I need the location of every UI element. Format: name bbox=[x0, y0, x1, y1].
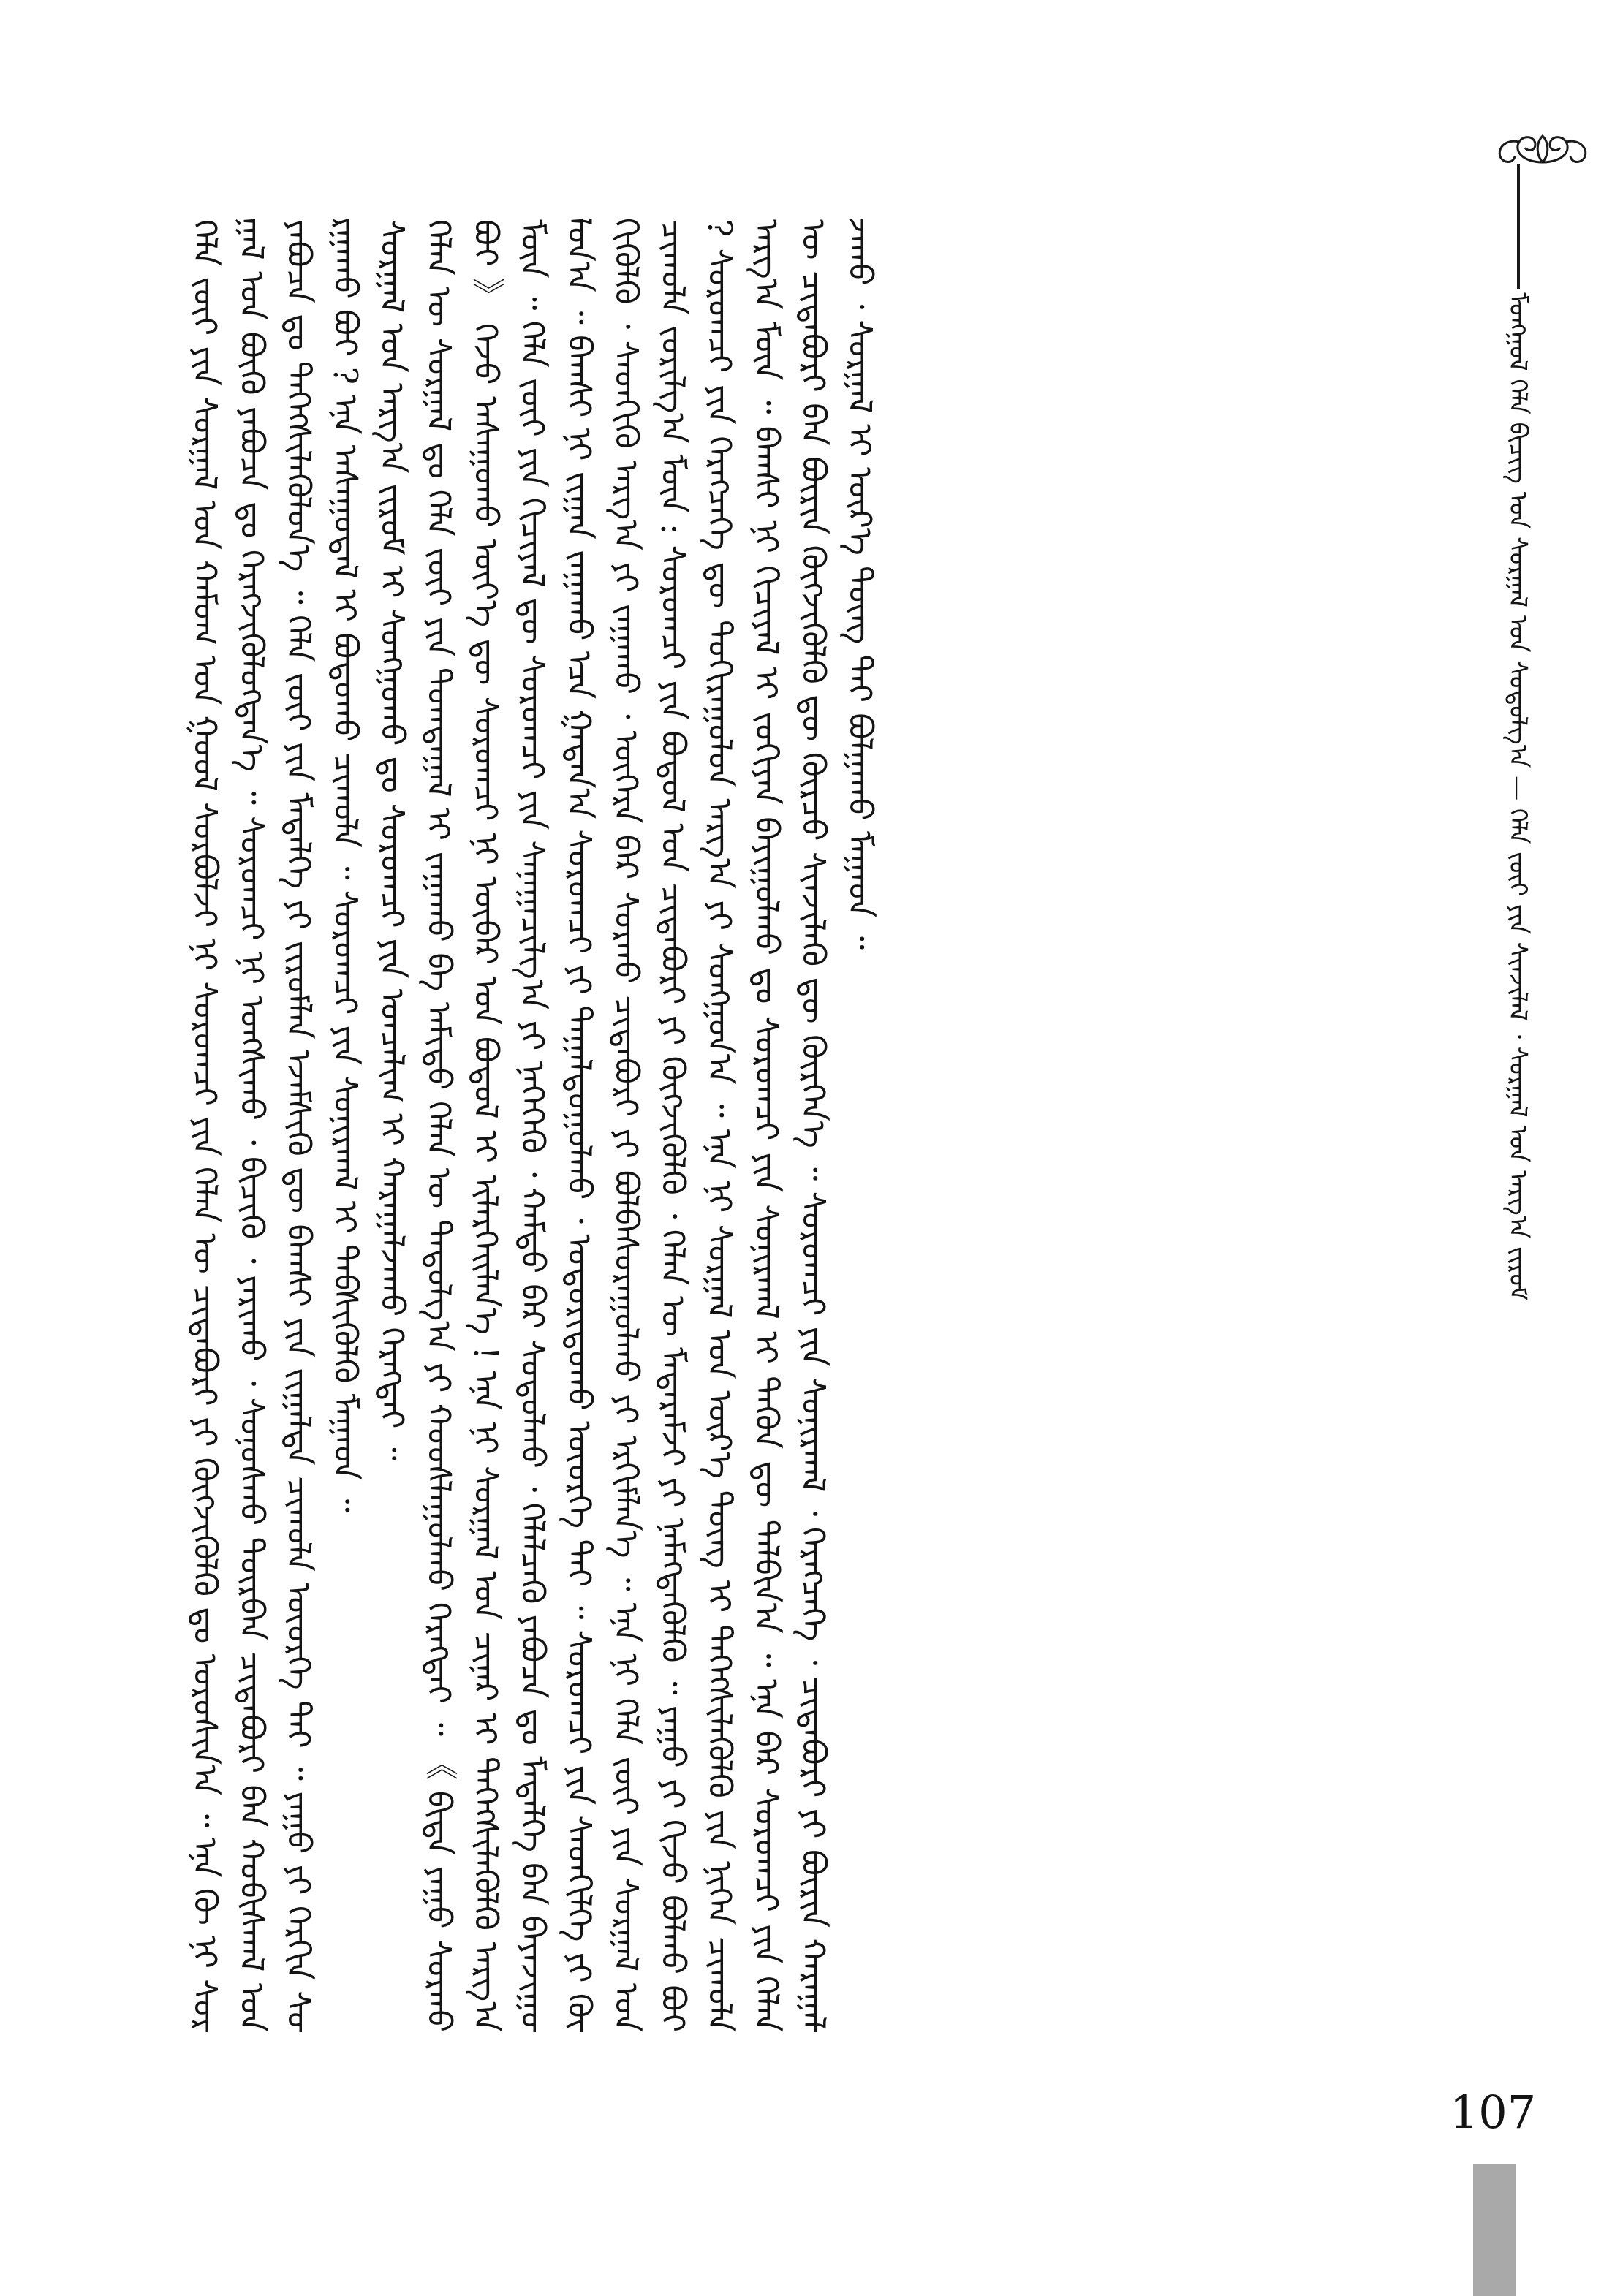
page-edge-tab bbox=[1473, 2164, 1516, 2296]
paragraph: ᠬᠡᠯᠡ ᠵᠦᠢ ᠶᠢᠨ ᠰᠤᠷᠭᠠᠯ ᠤᠨ ᠬᠠᠮᠤᠭ ᠤᠨ ᠭᠤᠤᠯ ᠰᠤᠷᠪᠤᠯᠵᠢ ᠨᠢ ᠰᠤᠷᠤᠭᠴᠢ ᠶᠢᠨ ᠬᠡᠯᠡᠨ ᠦ ᠴᠢᠳᠠᠪᠤᠷᠢ ᠶᠢ ᠬᠥᠭᠵᠢᠭᠦᠯᠬᠦ ᠳᠤ ᠣᠷᠤᠰᠢᠨ᠎ᠠ ᠃ ᠡᠨᠡ ᠬᠦ ᠨᠢ ᠰᠤᠷᠭᠠᠯ ᠤᠨ ᠪᠦᠬᠦ ᠶᠠᠪᠤᠴᠠ ᠳᠤ ᠬᠡᠷᠡᠭᠵᠢᠭᠦᠯᠦᠭᠳᠡᠨ᠎ᠡ ᠃ ᠰᠤᠷᠤᠭᠴᠢ ᠨᠢ ᠤᠩᠰᠢᠬᠤ ᠂ ᠪᠢᠴᠢᠬᠦ ᠂ ᠶᠠᠷᠢᠬᠤ ᠂ ᠰᠣᠨᠣᠰᠬᠤ ᠳᠦᠷᠪᠡᠨ ᠴᠢᠳᠠᠪᠤᠷᠢ ᠪᠠᠨ ᠬᠤᠪᠢᠰᠬᠠᠯ ᠤᠨ ᠶᠠᠪᠤᠴᠠ ᠳᠤ ᠳᠡᠭᠡᠭᠰᠢᠯᠡᠭᠦᠯᠦᠨ᠎ᠡ ᠃ ᠬᠡᠯᠡ ᠵᠦᠢ ᠶᠢᠨ ᠮᠡᠳᠡᠯᠭᠡ ᠶᠢ ᠵᠢᠷᠤᠮᠯᠠᠨ ᠡᠵᠡᠮᠰᠢᠬᠦ ᠳᠦ ᠪᠠᠭᠰᠢ ᠶᠢᠨ ᠵᠢᠭᠠᠯᠳᠠ ᠴᠢᠬᠤᠯᠠ ᠦᠦᠷᠭᠡ ᠲᠡᠢ ᠃ ᠶᠠᠭᠤ ᠶᠢ ᠬᠡᠷᠬᠢᠨ ᠰᠤᠷᠭᠠᠬᠤ ᠪᠤᠢ ? ᠡᠨᠡ ᠠᠰᠠᠭᠤᠳᠠᠯ ᠢ ᠪᠣᠳᠣᠬᠤ ᠴᠢᠬᠤᠯᠠ ᠃ ᠰᠤᠷᠤᠭᠴᠢ ᠶᠢᠨ ᠰᠣᠨᠢᠷᠬᠠᠯ ᠢ ᠳᠡᠪᠰᠢᠭᠦᠯᠬᠦ ᠮᠠᠭᠠᠳ ᠃ bbox=[186, 219, 365, 2032]
header-ornament-icon bbox=[1484, 110, 1601, 190]
body-text bbox=[181, 219, 1424, 2032]
running-head: ᠮᠣᠩᠭᠣᠯ ᠬᠡᠯᠡ ᠪᠢᠴᠢᠭ᠌ ᠤᠨ ᠰᠤᠷᠭᠠᠯ ᠤᠨ ᠰᠤᠳᠤᠯᠭ᠎ᠠ — ᠬᠡᠯᠡ ᠵᠦᠢ ᠶᠢᠨ ᠰᠢᠨᠵᠢᠯᠡᠯ ᠂ ᠰᠤᠷᠭᠠᠯ ᠤᠨ ᠠᠷᠭ᠎ᠠ ᠵᠢᠷᠤᠮ bbox=[1503, 292, 1532, 1300]
paragraph: ᠰᠤᠷᠭᠠᠯ ᠤᠨ ᠠᠷᠭ᠎ᠠ ᠵᠢᠷᠤᠮ ᠢ ᠰᠣᠩᠭᠤᠬᠤ ᠳᠤ ᠰᠤᠷᠤᠭᠴᠢ ᠶᠢᠨ ᠣᠨᠴᠠᠯᠢᠭ ᠢ ᠬᠠᠷᠠᠭᠠᠯᠵᠠᠬᠤ ᠬᠡᠷᠡᠭᠲᠡᠢ ᠃ bbox=[373, 219, 412, 1461]
paragraph: ᠬᠡᠯᠡᠨ ᠦ ᠰᠤᠷᠭᠠᠯ ᠳᠤ ᠬᠡᠯᠡ ᠵᠦᠢ ᠶᠢᠨ ᠲᠣᠭᠲᠠᠭᠠᠯ ᠢ ᠵᠠᠭᠠᠬᠤ ᠪᠠ ᠠᠮᠢᠳᠤ ᠬᠡᠯᠡᠨ ᠦ ᠳᠠᠳᠤᠯᠭ᠎ᠠ ᠶᠢ ᠬᠣᠣᠰᠯᠠᠭᠤᠯᠬᠤ ᠬᠡᠷᠡᠭᠲᠡᠢ ᠃ 《 ᠪᠢᠳᠡ ᠶᠠᠭᠤ ᠰᠤᠷᠬᠤ ᠪᠤᠢ 》 ᠭᠡᠵᠦ ᠠᠰᠠᠭᠤᠬᠤ ᠦᠶ᠎ᠡ ᠳᠦ ᠰᠤᠷᠤᠭᠴᠢ ᠨᠢ ᠥᠪᠡᠷ ᠤᠨ ᠪᠣᠳᠤᠯ ᠢ ᠢᠯᠡᠷᠬᠡᠢᠯᠡᠨ᠎ᠡ ! ᠡᠨᠡ ᠨᠢ ᠰᠤᠷᠭᠠᠯ ᠤᠨ ᠴᠢᠨᠠᠷ ᠢ ᠳᠡᠭᠡᠭᠰᠢᠯᠡᠭᠦᠯᠬᠦ ᠠᠷᠭ᠎ᠠ ᠮᠦᠨ ᠃ ᠬᠡᠯᠡ ᠵᠦᠢ ᠶᠢᠨ ᠬᠢᠴᠢᠶᠡᠯ ᠳᠦ ᠰᠤᠷᠤᠭᠴᠢ ᠶᠢᠨ ᠰᠠᠨᠠᠭᠠᠴᠢᠯᠭ᠎ᠠ ᠶᠢ ᠨᠡᠭᠡᠭᠡᠬᠦ ᠂ ᠬᠠᠮᠲᠤ ᠪᠡᠷ ᠰᠤᠳᠤᠯᠬᠤ ᠂ ᠬᠡᠯᠡᠯᠴᠡᠬᠦ ᠶᠠᠪᠤᠴᠠ ᠳᠤ ᠮᠡᠳᠡᠯᠭᠡ ᠪᠠᠨ ᠪᠠᠶᠠᠵᠢᠭᠤᠯᠤᠨ᠎ᠠ ᠃ ᠪᠠᠭᠰᠢ ᠨᠢ ᠵᠢᠭᠠᠨ ᠵᠠᠭᠠᠬᠤ ᠡᠴᠡ ᠭᠠᠳᠠᠨ᠎ᠠ ᠰᠤᠷᠤᠭᠴᠢ ᠶᠢ ᠳᠠᠭᠠᠯᠳᠤᠭᠤᠯᠬᠤ ᠂ ᠤᠳᠤᠷᠢᠳᠤᠬᠤ ᠦᠦᠷᠭᠡ ᠲᠡᠢ ᠃ ᠰᠤᠷᠤᠭᠴᠢ ᠶᠢᠨ ᠰᠡᠳᠬᠢᠯᠭᠡ ᠶᠢ ᠬᠥᠬᠢᠭᠦᠯᠬᠦ ᠂ ᠰᠡᠳᠬᠢᠬᠦ ᠠᠷᠭ᠎ᠠ ᠶᠢ ᠵᠠᠭᠠᠬᠤ ᠂ ᠥᠭᠡᠷᠡ ᠪᠠᠷ ᠰᠤᠷᠬᠤ ᠴᠢᠳᠠᠪᠤᠷᠢ ᠶᠢ ᠪᠣᠯᠪᠠᠰᠤᠷᠠᠭᠤᠯᠬᠤ ᠶᠢ ᠡᠷᠬᠢᠮᠯᠡᠨ᠎ᠡ ᠃ ᠡᠨᠡ ᠨᠢ ᠬᠡᠯᠡ ᠵᠦᠢ ᠶᠢᠨ ᠰᠤᠷᠭᠠᠯ ᠤᠨ ᠴᠢᠬᠤᠯᠠ ᠵᠣᠷᠢᠯᠭ᠎ᠠ ᠮᠥᠨ : ᠰᠤᠷᠤᠭᠴᠢ ᠶᠢᠨ ᠪᠣᠳᠤᠯ ᠤᠨ ᠴᠢᠳᠠᠪᠤᠷᠢ ᠶᠢ ᠬᠥᠭᠵᠢᠭᠦᠯᠬᠦ ᠂ ᠬᠡᠯᠡᠨ ᠦ ᠮᠡᠳᠡᠷᠡᠮᠵᠢ ᠶᠢ ᠨᠡᠮᠡᠭᠳᠡᠭᠦᠯᠬᠦ ᠃ ᠶᠠᠭᠤ ᠶᠢ ᠬᠢᠵᠦ ᠪᠣᠯᠬᠤ ᠪᠤᠢ ? ᠰᠤᠷᠤᠭᠴᠢ ᠶᠢᠨ ᠬᠡᠷᠡᠭᠴᠡᠭᠡ ᠳᠦ ᠲᠣᠬᠢᠷᠠᠭᠤᠯᠤᠨ ᠠᠷᠭ᠎ᠠ ᠶᠢ ᠰᠣᠩᠭᠤᠨ᠎ᠠ ᠃ ᠡᠨᠡ ᠨᠢ ᠰᠤᠷᠭᠠᠯ ᠤᠨ ᠦᠷ᠎ᠡ ᠳᠦᠩ ᠢ ᠳᠡᠭᠡᠭᠰᠢᠯᠡᠭᠦᠯᠬᠦ ᠶᠢᠨ ᠨᠢᠭᠡᠨ ᠴᠢᠬᠤᠯᠠ ᠠᠷᠭ᠎ᠠ ᠮᠥᠨ ᠃ ᠪᠠᠭᠰᠢ ᠨᠢ ᠬᠢᠴᠢᠶᠡᠯ ᠢ ᠵᠣᠬᠢᠶᠠᠨ ᠪᠠᠶᠢᠭᠤᠯᠬᠤ ᠳᠤ ᠰᠤᠷᠤᠭᠴᠢ ᠶᠢᠨ ᠰᠣᠨᠢᠷᠬᠠᠯ ᠢ ᠲᠡᠭᠦᠨ ᠳᠦ ᠲᠠᠯᠪᠢᠨ᠎ᠠ ᠃ ᠡᠨᠡ ᠪᠡᠷ ᠰᠤᠷᠤᠭᠴᠢ ᠶᠢᠨ ᠬᠡᠯᠡᠨ ᠦ ᠴᠢᠳᠠᠪᠤᠷᠢ ᠪᠠᠨ ᠪᠦᠷᠢᠨ ᠬᠥᠭᠵᠢᠭᠦᠯᠬᠦ ᠳᠦ ᠬᠦᠷᠴᠦ ᠰᠢᠨᠵᠢᠯᠡᠬᠦ ᠳᠦ ᠬᠦᠷᠭᠡᠨ᠎ᠡ ᠃ ᠰᠤᠷᠤᠭᠴᠢ ᠶᠢᠨ ᠰᠣᠨᠢᠷᠬᠠᠯ ᠂ ᠬᠡᠷᠡᠭᠴᠡᠭᠡ ᠂ ᠴᠢᠳᠠᠪᠤᠷᠢ ᠶᠢ ᠪᠦᠷᠢᠨ ᠬᠠᠷᠠᠭᠠᠯᠵᠠᠬᠤ ᠂ ᠰᠤᠷᠭᠠᠯ ᠢ ᠦᠷ᠎ᠡ ᠳᠦᠩ ᠲᠡᠢ ᠪᠣᠯᠭᠠᠬᠤ ᠮᠠᠭᠠᠳ ᠃ bbox=[420, 219, 879, 2032]
header-rule bbox=[1517, 164, 1520, 289]
page-number: 107 bbox=[1449, 2085, 1537, 2139]
